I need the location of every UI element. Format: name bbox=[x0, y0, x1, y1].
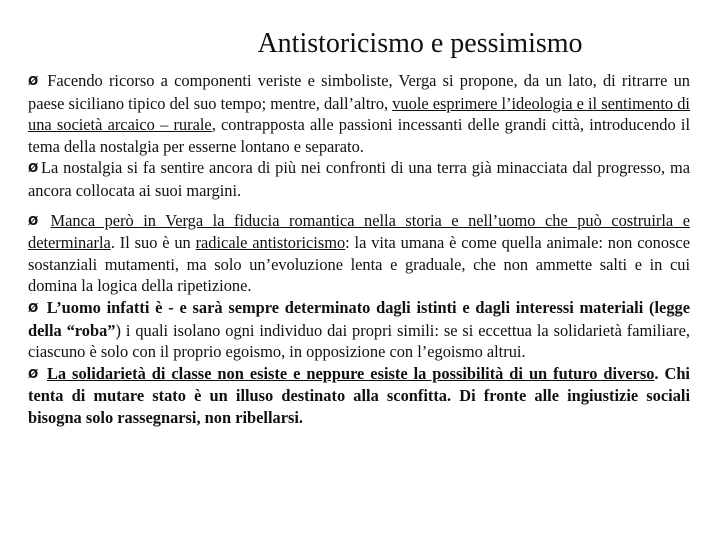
p2-text: La nostalgia si fa sentire ancora di più nei confronti di una terra già minacciata dal progresso, ma ancora collocata ai suoi margini. bbox=[28, 158, 690, 200]
p1-text-c: , contrapposta alle passioni incessanti delle grandi città, introducendo il tema della nostalgia per esserne lontano e separato. bbox=[28, 115, 690, 156]
arrow-bullet-icon: Ø bbox=[28, 74, 39, 88]
p1-underlined: vuole esprimere l’ideologia e il sentimento di una società arcaico – rurale bbox=[28, 93, 690, 135]
p3-text-b: . Il suo è un bbox=[110, 233, 196, 253]
p3-text-d: : la vita umana è come quella animale: non conosce sostanziali mutamenti, ma solo un’evoluzione lenta e graduale, che non ammette salti e in cui domina la logica della ripetizione. bbox=[28, 233, 690, 296]
arrow-bullet-icon: Ø bbox=[28, 300, 39, 315]
arrow-bullet-icon: Ø bbox=[28, 366, 39, 381]
p4-text-c: ) i quali isolano ogni individuo dai propri simili: se si eccettua la solidarietà familiare, ciascuno è solo con il proprio egoismo, in opposizione con l’egoismo altrui. bbox=[28, 320, 691, 362]
p4-bold-a: L’uomo infatti è - e sarà sempre determinato dagli istinti e dagli interessi materiali ( bbox=[46, 297, 655, 317]
p5-bold-b: . Chi tenta di mutare stato è un illuso destinato alla sconfitta. Di fronte alle ingiustizie sociali bisogna solo rassegnarsi, non ribellarsi. bbox=[28, 363, 690, 427]
paragraph-antistoricismo bbox=[28, 210, 690, 297]
paragraph-verga-intent bbox=[28, 70, 690, 157]
paragraph-solidarieta bbox=[28, 363, 690, 429]
p3-underlined-c: radicale antistoricismo bbox=[195, 233, 346, 253]
paragraph-nostalgia bbox=[28, 157, 690, 201]
p3-underlined-a: Manca però in Verga la fiducia romantica nella storia e nell’uomo che può costruirla e determinarla bbox=[28, 210, 690, 253]
arrow-bullet-icon: Ø bbox=[28, 213, 39, 228]
p4-bold-roba: legge della “roba” bbox=[28, 297, 690, 340]
slide-title: Antistoricismo e pessimismo bbox=[257, 28, 583, 59]
slide-body bbox=[28, 70, 690, 429]
p1-text-a: Facendo ricorso a componenti veriste e simboliste, Verga si propone, da un lato, di ritrarre un paese siciliano tipico del suo tempo; mentre, dall’altro, bbox=[28, 71, 690, 113]
p5-bold-underlined: La solidarietà di classe non esiste e neppure esiste la possibilità di un futuro diverso bbox=[46, 363, 655, 383]
arrow-bullet-icon: Ø bbox=[28, 161, 39, 176]
paragraph-uomo-determinato bbox=[28, 297, 690, 363]
